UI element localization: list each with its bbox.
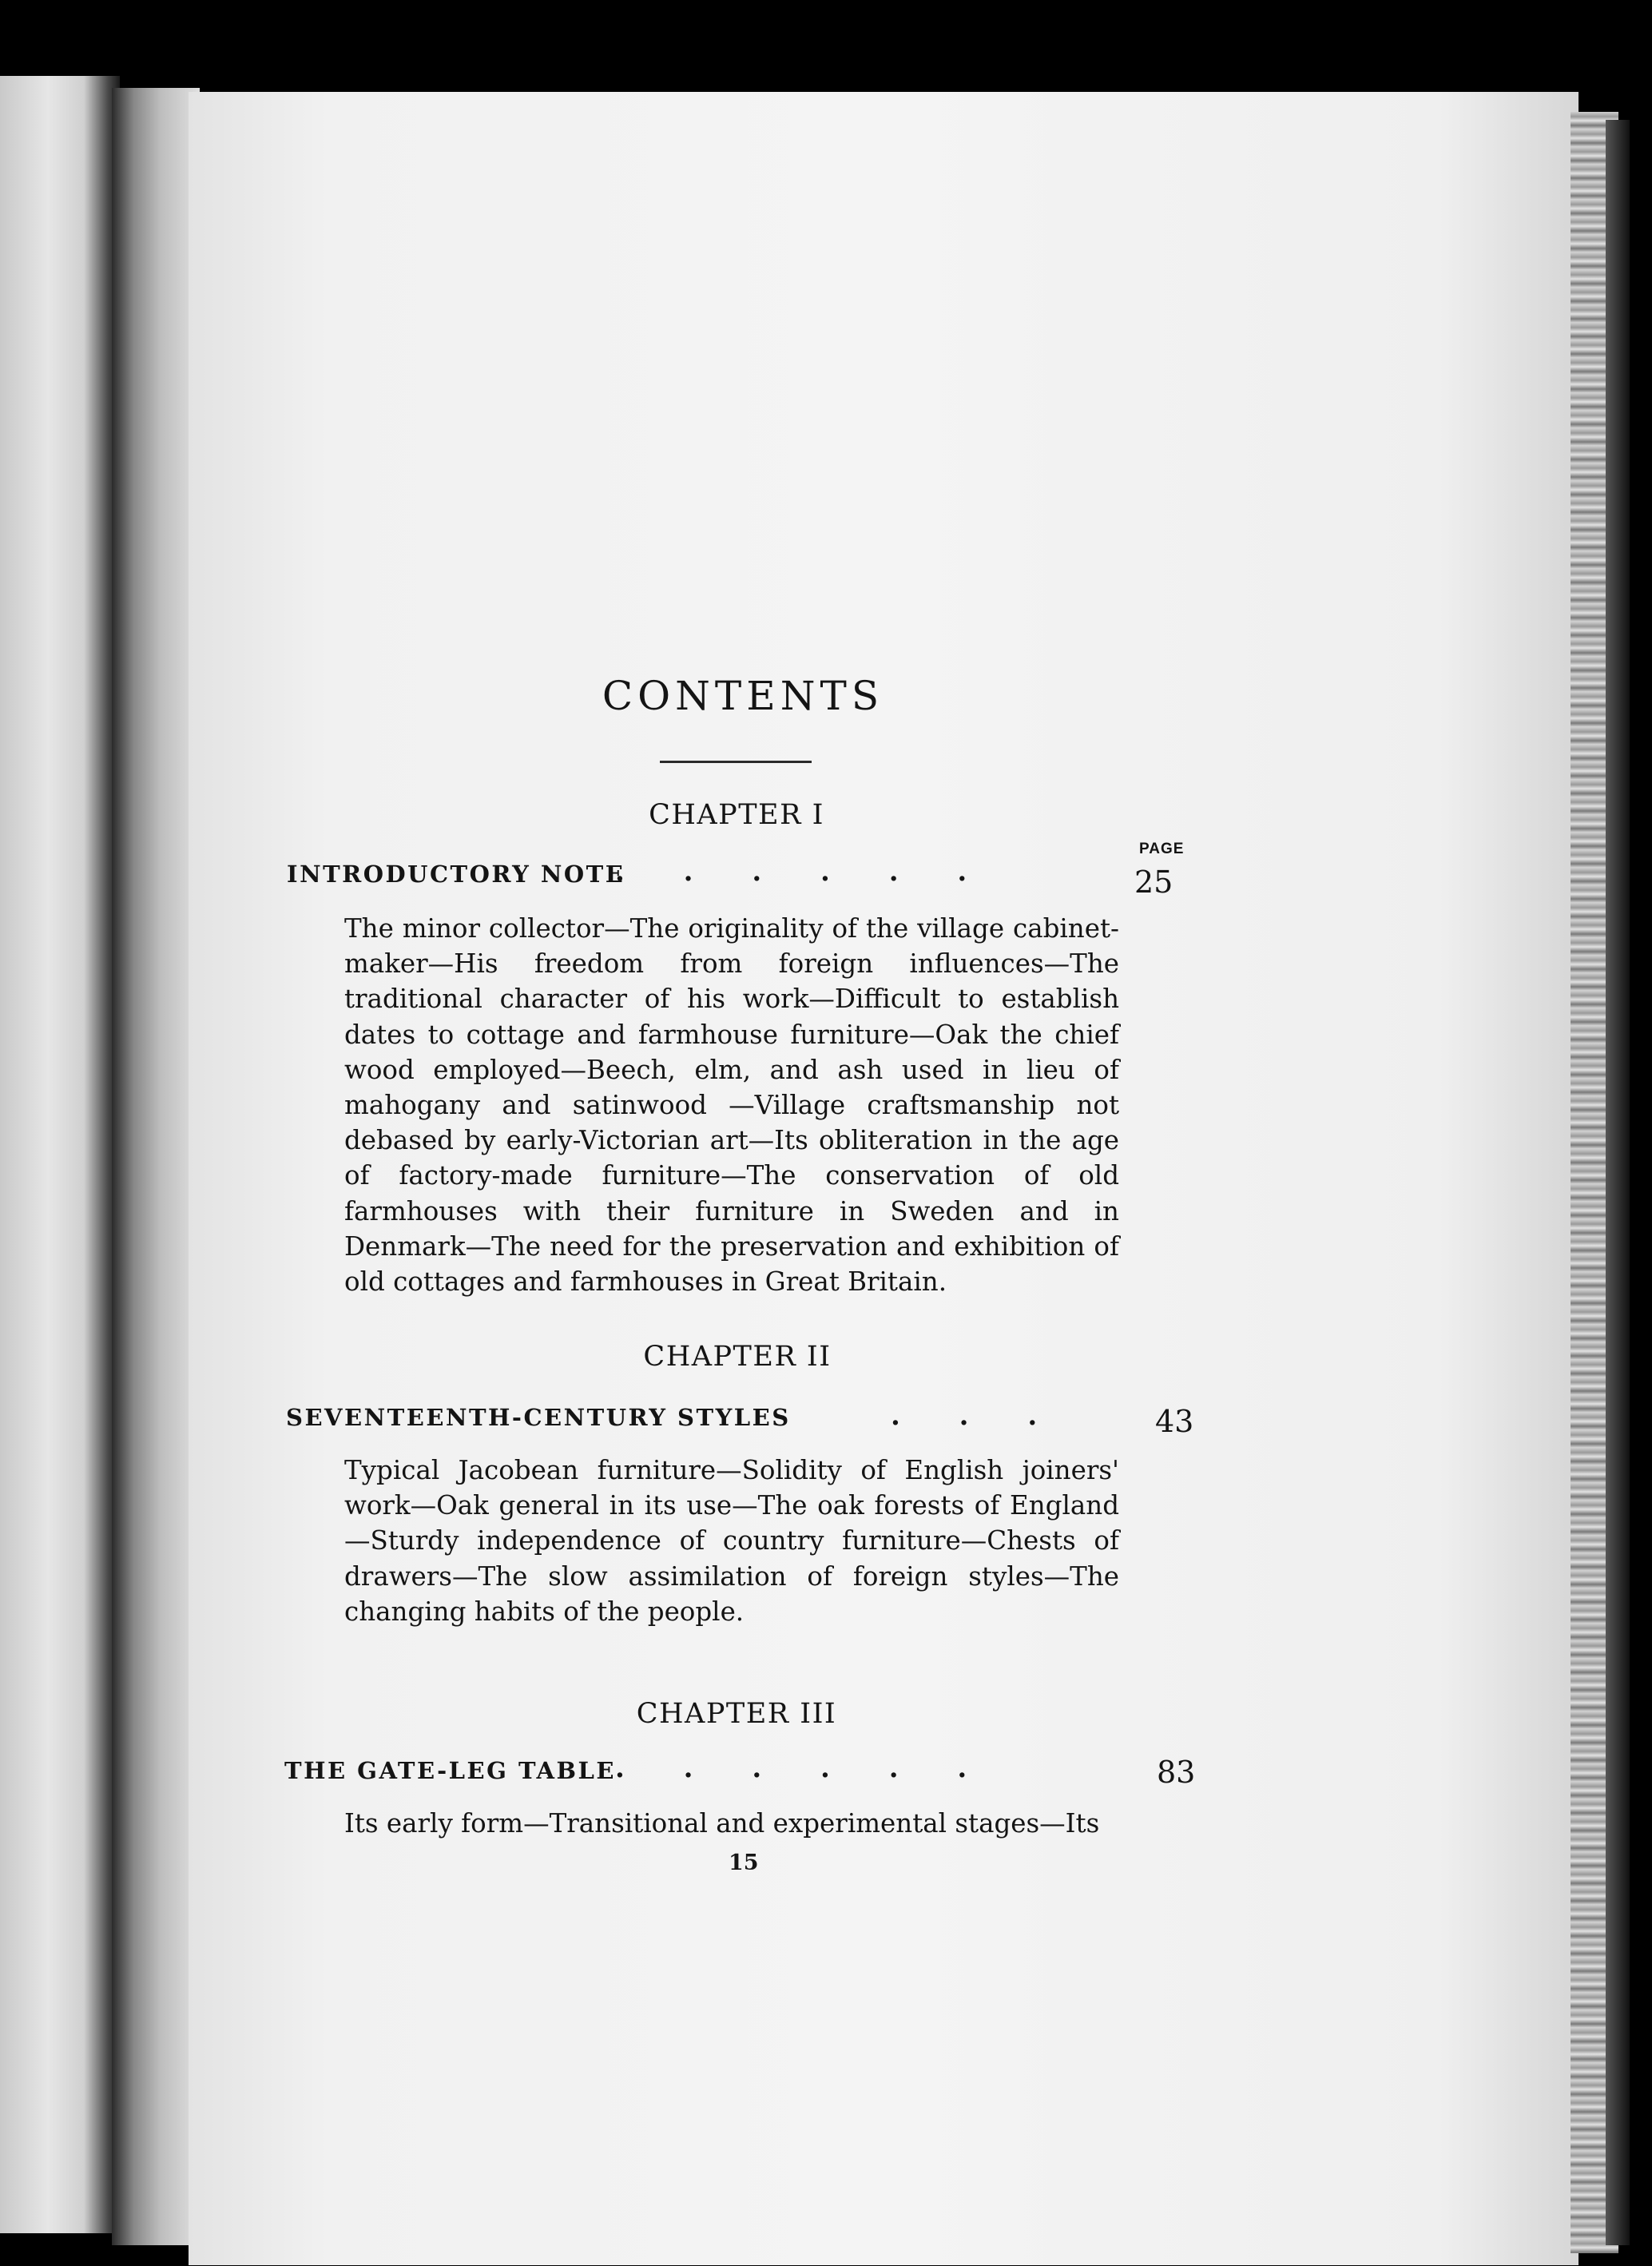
dot-leaders: . . . . . . (615, 1752, 967, 1784)
chapter-summary: Typical Jacobean furniture—Solidity of English joiners' work—Oak general in its use—The oak forests of England —Sturdy independence of country furniture—Chests of drawers—The slow assimilation of foreign styles—The changing habits of the people. (344, 1455, 1119, 1627)
chapter-heading: CHAPTER II (643, 1341, 832, 1373)
page-column-label: PAGE (1139, 841, 1185, 857)
chapter-heading: CHAPTER III (636, 1698, 837, 1730)
chapter-page-number: 25 (1134, 865, 1173, 900)
title-rule (660, 761, 812, 763)
chapter-summary: The minor collector—The originality of the village cabinet-maker—His freedom from foreign influences—The traditional character of his work—Difficult to establish dates to cottage and farmhouse furniture—Oak the chief wood employed—Beech, elm, and ash used in lieu of mahogany and satinwood —Village craftsmanship not debased by early-Victorian art—Its obliteration in the age of factory-made furniture—The conservation of old farmhouses with their furniture in Sweden and in Denmark—The need for the preservation and exhibition of old cottages and farmhouses in Great Britain. (344, 913, 1119, 1298)
chapter-page-number: 43 (1155, 1404, 1194, 1439)
chapter-summary: Its early form—Transitional and experimental stages—Its (344, 1808, 1100, 1839)
chapter-heading: CHAPTER I (649, 799, 824, 831)
book-gutter (112, 88, 200, 2245)
page-folio: 15 (729, 1851, 759, 1875)
chapter-title: THE GATE-LEG TABLE (284, 1757, 616, 1784)
chapter-page-number: 83 (1157, 1755, 1196, 1790)
dot-leaders: . . . . . . (615, 856, 967, 888)
page-edge-shadow (1606, 120, 1630, 2245)
chapter-title: SEVENTEENTH-CENTURY STYLES (286, 1404, 791, 1431)
facing-page-edge (0, 76, 120, 2233)
chapter-title: INTRODUCTORY NOTE (287, 861, 625, 888)
page-title: CONTENTS (602, 673, 884, 719)
dot-leaders: . . . (891, 1400, 1038, 1432)
